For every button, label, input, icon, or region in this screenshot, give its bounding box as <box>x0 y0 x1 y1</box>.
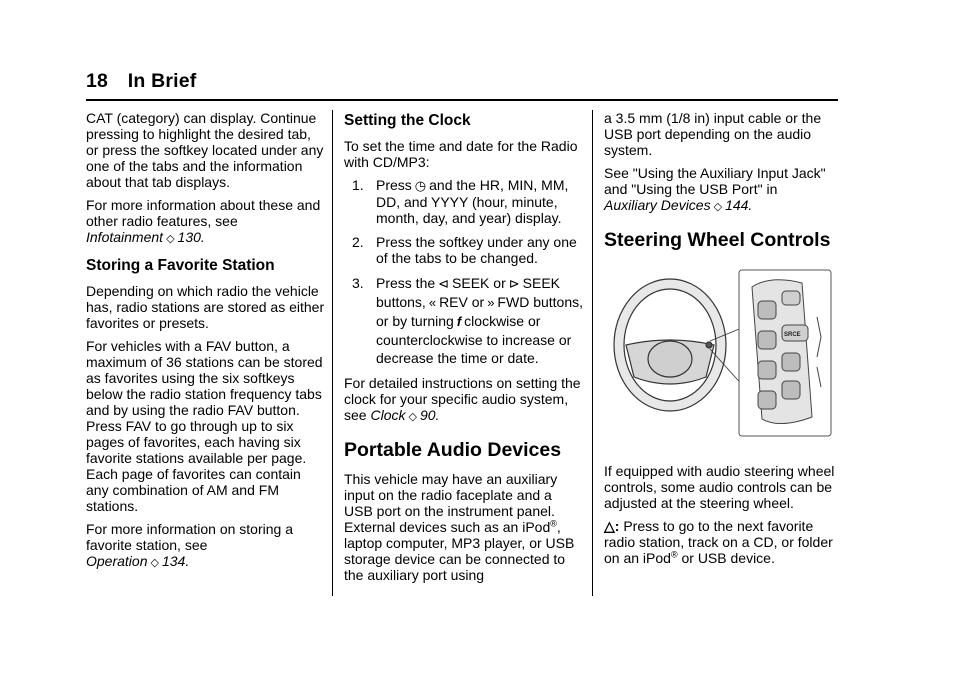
paragraph <box>86 521 326 571</box>
rewind-icon: « <box>428 295 437 310</box>
paragraph-text: See "Using the Auxiliary Input Jack" and "Using the USB Port" in <box>604 165 826 197</box>
xref-text: Auxiliary Devices <box>604 197 711 213</box>
step-text: SEEK buttons, <box>376 275 561 310</box>
seek-back-icon: ⊲ <box>438 276 450 291</box>
page-ref-arrow-icon: ◇ <box>713 201 723 213</box>
header-rule <box>86 99 838 101</box>
fast-forward-icon: » <box>487 295 495 310</box>
page-header <box>86 70 197 93</box>
column-2 <box>344 110 584 590</box>
paragraph-text: Press to go to the next favorite radio station, track on a CD, or folder on an iPod <box>604 518 833 566</box>
xref-auxiliary-devices[interactable]: Auxiliary Devices ◇ 144. <box>604 197 753 213</box>
paragraph <box>86 197 326 247</box>
xref-infotainment[interactable]: Infotainment ◇ 130. <box>86 229 205 245</box>
paragraph: For vehicles with a FAV button, a maximum of 36 stations can be stored as favorites using the six softkeys below the radio station frequency tabs and by using the radio FAV button. Press FAV to go through up to six pages of favorites, each having six favorite stations available per page. Each page of favorites can contain any combination of AM and FM stations. <box>86 338 323 514</box>
steering-wheel-controls-figure <box>612 267 834 442</box>
registered-mark: ® <box>670 549 678 560</box>
list-item <box>344 177 584 226</box>
steering-wheel-drawing <box>614 279 726 411</box>
step-text: Press the softkey under any one of the tabs to be changed. <box>376 234 577 266</box>
xref-page: 90 <box>419 407 436 423</box>
heading-portable-audio: Portable Audio Devices <box>344 439 562 461</box>
column-divider-2 <box>592 110 593 596</box>
paragraph-text: For more information about these and other radio features, see <box>86 197 321 229</box>
paragraph: If equipped with audio steering wheel controls, some audio controls can be adjusted at the steering wheel. <box>604 463 835 511</box>
xref-page: 134 <box>161 553 186 569</box>
xref-clock[interactable]: Clock ◇ 90. <box>370 407 440 423</box>
paragraph-text: or USB device. <box>677 550 775 566</box>
clock-steps <box>344 177 584 367</box>
step-text: Press the <box>376 275 436 291</box>
heading-setting-clock: Setting the Clock <box>344 112 471 129</box>
paragraph <box>344 471 584 583</box>
step-text: and the HR, MIN, MM, DD, and YYYY (hour, minute, month, day, and year) display. <box>376 177 569 226</box>
step-text: FWD buttons, or by turning <box>376 294 584 329</box>
heading-storing-favorite: Storing a Favorite Station <box>86 257 275 274</box>
heading-steering-wheel: Steering Wheel Controls <box>604 229 831 251</box>
paragraph: a 3.5 mm (1/8 in) input cable or the USB port depending on the audio system. <box>604 110 822 158</box>
xref-page: 144 <box>725 197 749 213</box>
column-3 <box>604 110 840 573</box>
step-number: 3. <box>352 275 364 291</box>
page-ref-arrow-icon: ◇ <box>166 233 175 245</box>
srce-label: SRCE <box>784 332 801 338</box>
page-number: 18 <box>86 70 109 92</box>
clock-icon: ◷ <box>414 178 427 193</box>
xref-page: 130 <box>177 229 201 245</box>
tune-knob-icon: f <box>456 314 462 329</box>
paragraph: CAT (category) can display. Continue pressing to highlight the desired tab, or press the softkey located under any one of the tabs and the information about that tab displays. <box>86 110 324 190</box>
seek-forward-icon: ⊳ <box>508 276 520 291</box>
registered-mark: ® <box>550 518 557 529</box>
paragraph <box>604 518 840 566</box>
column-divider-1 <box>332 110 333 596</box>
xref-text: Clock <box>370 407 406 423</box>
page-ref-arrow-icon: ◇ <box>150 557 159 569</box>
list-item <box>344 234 584 266</box>
paragraph <box>604 165 840 215</box>
column-1 <box>86 110 326 578</box>
step-text: Press <box>376 177 412 193</box>
page-ref-arrow-icon: ◇ <box>408 411 417 423</box>
step-text: clockwise or counterclockwise to increase or decrease the time or date. <box>376 313 572 366</box>
paragraph: Depending on which radio the vehicle has, radio stations are stored as either favorites or presets. <box>86 283 325 331</box>
paragraph-text: For more information on storing a favorite station, see <box>86 521 293 553</box>
paragraph <box>344 375 584 425</box>
xref-operation[interactable]: Operation ◇ 134. <box>86 553 190 569</box>
xref-text: Infotainment <box>86 229 164 245</box>
step-text: REV or <box>439 294 485 310</box>
step-number: 1. <box>352 177 364 193</box>
favorite-up-icon: △ <box>604 518 615 534</box>
paragraph-text: , laptop computer, MP3 player, or USB storage device can be connected to the auxiliary port using <box>344 519 575 583</box>
step-number: 2. <box>352 234 364 250</box>
colon: : <box>614 518 620 534</box>
xref-text: Operation <box>86 553 148 569</box>
list-item <box>344 274 584 367</box>
paragraph-text: This vehicle may have an auxiliary input on the radio faceplate and a USB port on the instrument panel. External devices such as an iPod <box>344 471 558 535</box>
step-text: SEEK or <box>452 275 506 291</box>
section-title: In Brief <box>127 70 197 92</box>
paragraph: To set the time and date for the Radio with CD/MP3: <box>344 138 578 170</box>
paragraph-text: For detailed instructions on setting the clock for your specific audio system, see <box>344 375 581 423</box>
